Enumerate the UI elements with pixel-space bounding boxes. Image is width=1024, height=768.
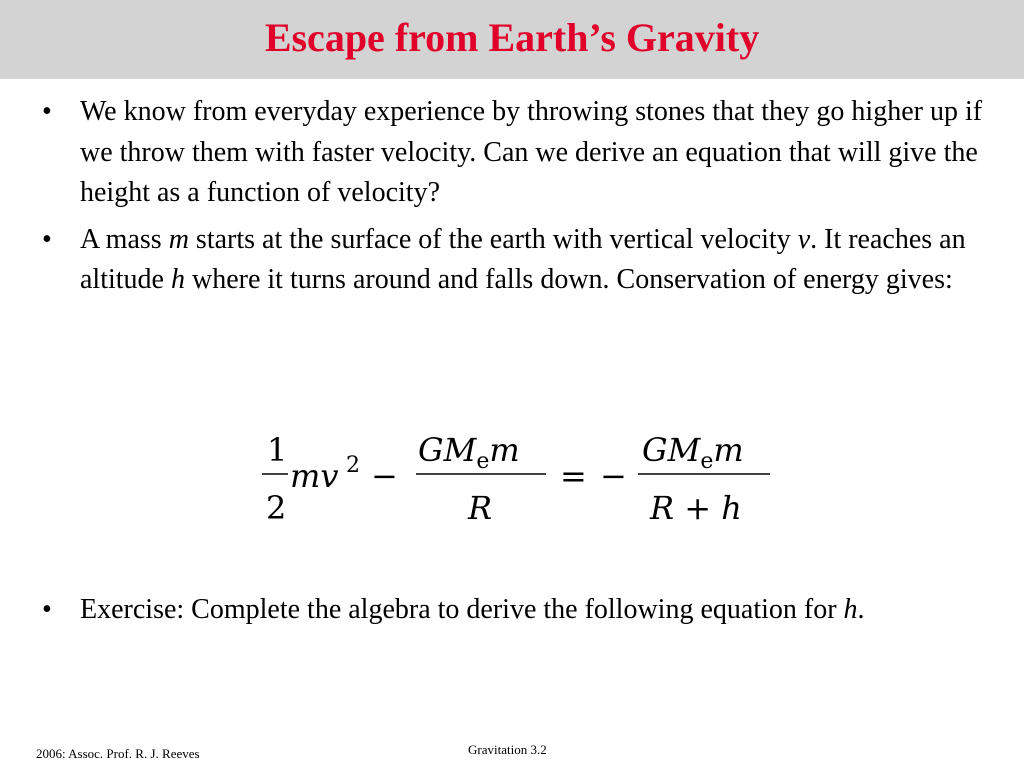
text-run: Exercise: Complete the algebra to derive the following equation for: [80, 594, 844, 625]
text-run: .: [857, 594, 865, 625]
eq-minus-1: −: [371, 457, 398, 495]
text-run: We know from everyday experience by throwing stones that they go higher up if we throw them with faster velocity. Can we derive an equation that will give the height as a function of velocity?: [80, 96, 983, 208]
eq-frac1-m: m: [489, 431, 520, 469]
bullet-item-1: [42, 92, 992, 214]
text-run: A mass: [80, 223, 169, 255]
text-run: where it turns around and falls down. Conservation of energy gives:: [184, 264, 953, 295]
bullet-dot: •: [42, 594, 52, 625]
title-bar: [0, 0, 1024, 79]
italic-variable: m: [168, 223, 189, 255]
eq-frac2-m: m: [713, 431, 744, 469]
eq-minus-2: −: [600, 457, 627, 495]
eq-frac1-den: R: [468, 489, 493, 527]
footer-slide-number: Gravitation 3.2: [468, 742, 547, 757]
eq-frac1-num: [418, 431, 520, 474]
bullet-dot: •: [42, 223, 52, 255]
eq-half-num: 1: [267, 431, 288, 469]
energy-equation: [258, 430, 798, 530]
eq-square: 2: [346, 453, 360, 478]
italic-variable: v: [797, 223, 811, 255]
eq-frac1-gm: GM: [418, 431, 477, 469]
eq-frac2-gm: GM: [642, 431, 701, 469]
italic-variable: h: [170, 264, 185, 295]
eq-half-den: 2: [266, 489, 287, 527]
eq-frac1-sub: e: [476, 449, 490, 474]
eq-mv: mv: [290, 457, 339, 495]
bullet-item-2: [42, 220, 992, 301]
bullet-dot: •: [42, 96, 52, 127]
italic-variable: h: [843, 594, 858, 625]
eq-equals: =: [560, 457, 587, 495]
bullet-text-3: [80, 594, 865, 625]
text-run: . It reaches an altitude: [80, 223, 966, 295]
bullet-text-1: [80, 96, 982, 208]
bullet-item-3: [42, 590, 992, 631]
bullet-list-exercise: [42, 590, 992, 631]
eq-frac2-num: [642, 431, 744, 474]
slide-title: Escape from Earth’s Gravity: [264, 15, 760, 60]
eq-frac2-den: R + h: [650, 489, 742, 527]
text-run: starts at the surface of the earth with vertical velocity: [188, 223, 798, 255]
eq-frac2-sub: e: [700, 449, 714, 474]
footer-author: 2006: Assoc. Prof. R. J. Reeves: [36, 746, 200, 761]
bullet-text-2: [80, 224, 966, 296]
bullet-list: [42, 92, 992, 307]
